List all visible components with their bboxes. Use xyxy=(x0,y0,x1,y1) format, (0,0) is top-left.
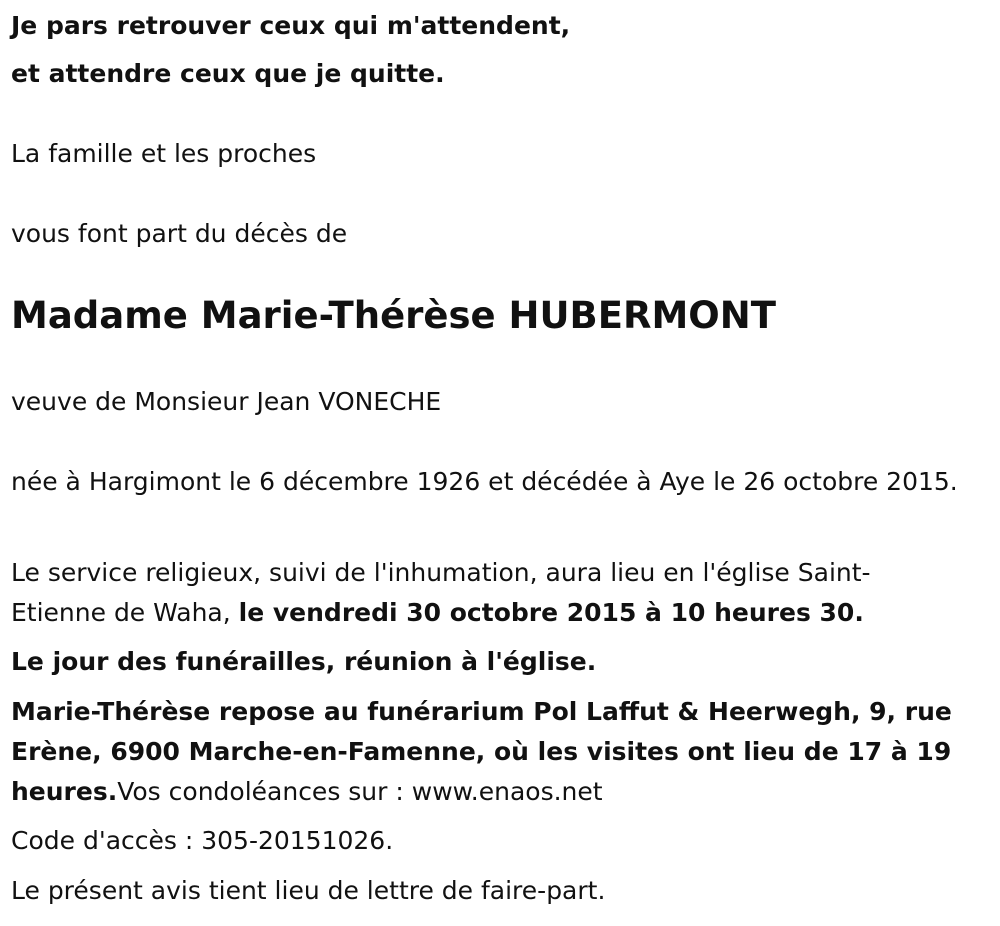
closing-text: Le présent avis tient lieu de lettre de faire-part. xyxy=(11,876,606,905)
service-datetime: le vendredi 30 octobre 2015 à 10 heures 30. xyxy=(238,598,864,627)
announce-text: vous font part du décès de xyxy=(11,219,348,248)
epigraph-line-2: et attendre ceux que je quitte. xyxy=(11,59,445,88)
visitation-paragraph xyxy=(11,692,961,812)
service-text: Le service religieux, suivi de l'inhumation, aura lieu en l'église Saint-Etienne de Waha, xyxy=(11,558,871,627)
service-paragraph xyxy=(11,553,961,633)
widow-of-text: veuve de Monsieur Jean VONECHE xyxy=(11,387,442,416)
visitation-text: Marie-Thérèse repose au funérarium Pol Laffut & Heerwegh, 9, rue Erène, 6900 Marche-en-Famenne, où les visites ont lieu de 17 à 19 heures. xyxy=(11,697,952,806)
announcer-text: La famille et les proches xyxy=(11,139,317,168)
gathering-text: Le jour des funérailles, réunion à l'église. xyxy=(11,647,597,676)
epigraph-line-1: Je pars retrouver ceux qui m'attendent, xyxy=(11,11,571,40)
birth-death-text: née à Hargimont le 6 décembre 1926 et décédée à Aye le 26 octobre 2015. xyxy=(11,467,958,496)
access-code-text: Code d'accès : 305-20151026. xyxy=(11,826,394,855)
deceased-name: Madame Marie-Thérèse HUBERMONT xyxy=(11,294,776,337)
condolences-text: Vos condoléances sur : www.enaos.net xyxy=(117,777,603,806)
